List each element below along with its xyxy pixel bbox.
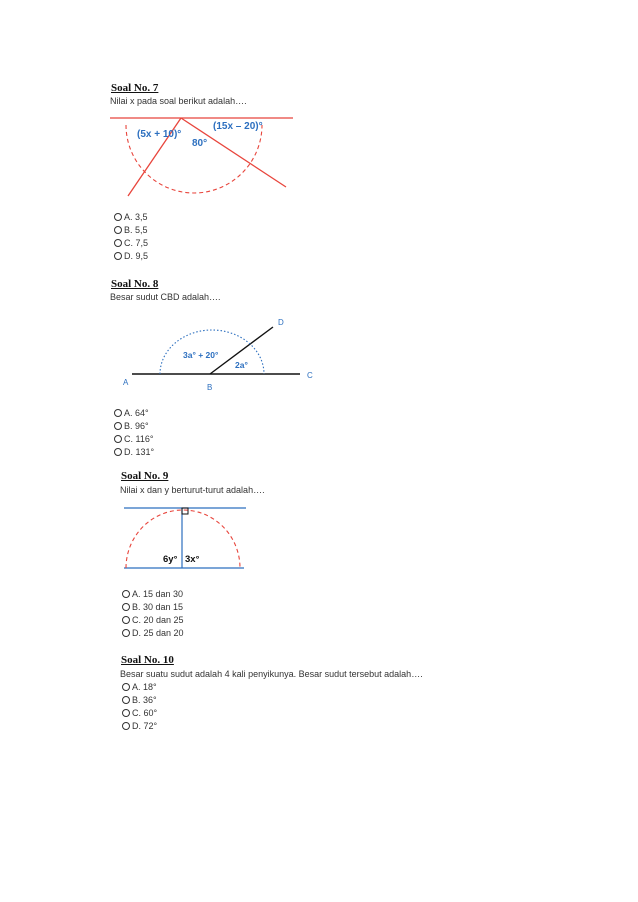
q9-option-a[interactable]: A. 15 dan 30 <box>122 587 184 600</box>
question-10-options <box>122 680 157 732</box>
question-7-prompt: Nilai x pada soal berikut adalah…. <box>110 96 247 106</box>
q8-point-d: D <box>278 318 284 327</box>
q9-dashed-arc <box>126 510 240 568</box>
q7-option-c[interactable]: C. 7,5 <box>114 236 148 249</box>
q8-option-b[interactable]: B. 96° <box>114 419 154 432</box>
radio-icon[interactable] <box>122 603 130 611</box>
question-9-options <box>122 587 184 639</box>
radio-icon[interactable] <box>122 696 130 704</box>
q7-label-mid: 80° <box>192 138 208 149</box>
question-10-title: Soal No. 10 <box>121 654 174 666</box>
question-7-title: Soal No. 7 <box>111 82 159 94</box>
q9-option-b[interactable]: B. 30 dan 15 <box>122 600 184 613</box>
q10-option-a[interactable]: A. 18° <box>122 680 157 693</box>
question-8-title: Soal No. 8 <box>111 278 159 290</box>
q10-option-b[interactable]: B. 36° <box>122 693 157 706</box>
q9-label-left: 6y° <box>163 554 178 565</box>
q10-option-d[interactable]: D. 72° <box>122 719 157 732</box>
q10-option-c[interactable]: C. 60° <box>122 706 157 719</box>
q8-label-angle1: 3a° + 20° <box>183 350 219 360</box>
q7-option-d[interactable]: D. 9,5 <box>114 249 148 262</box>
radio-icon[interactable] <box>122 590 130 598</box>
q7-option-b[interactable]: B. 5,5 <box>114 223 148 236</box>
q8-point-c: C <box>307 371 313 380</box>
question-9-title: Soal No. 9 <box>121 470 169 482</box>
question-8-prompt: Besar sudut CBD adalah…. <box>110 292 221 302</box>
radio-icon[interactable] <box>122 683 130 691</box>
question-9-prompt: Nilai x dan y berturut-turut adalah…. <box>120 485 265 495</box>
radio-icon[interactable] <box>122 722 130 730</box>
q9-option-d[interactable]: D. 25 dan 20 <box>122 626 184 639</box>
q9-option-c[interactable]: C. 20 dan 25 <box>122 613 184 626</box>
q8-label-angle2: 2a° <box>235 360 248 370</box>
radio-icon[interactable] <box>122 709 130 717</box>
radio-icon[interactable] <box>122 616 130 624</box>
q8-option-c[interactable]: C. 116° <box>114 432 154 445</box>
q8-option-d[interactable]: D. 131° <box>114 445 154 458</box>
q7-option-a[interactable]: A. 3,5 <box>114 210 148 223</box>
radio-icon[interactable] <box>122 629 130 637</box>
question-10-prompt: Besar suatu sudut adalah 4 kali penyikunya. Besar sudut tersebut adalah…. <box>120 669 423 679</box>
q7-label-right: (15x – 20)° <box>213 121 263 132</box>
q9-label-right: 3x° <box>185 554 200 565</box>
q8-point-b: B <box>207 383 213 392</box>
q8-option-a[interactable]: A. 64° <box>114 406 154 419</box>
q9-right-angle-mark <box>182 508 188 514</box>
q7-label-left: (5x + 10)° <box>137 129 182 140</box>
q8-point-a: A <box>123 378 129 387</box>
